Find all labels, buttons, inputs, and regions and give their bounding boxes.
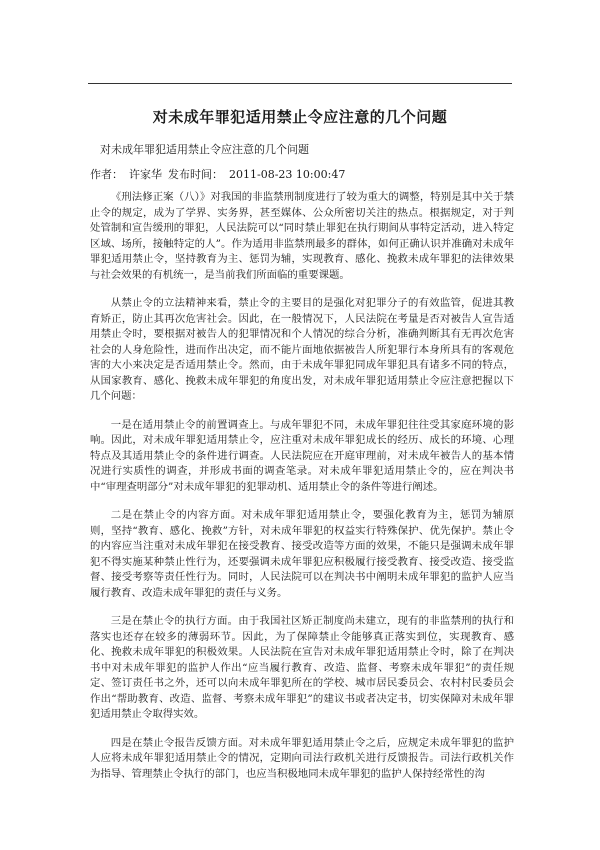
article-subtitle: 对未成年罪犯适用禁止令应注意的几个问题 xyxy=(100,143,309,156)
author-label: 作者： xyxy=(90,168,123,181)
published-label: 发布时间： xyxy=(168,168,223,181)
page-title: 对未成年罪犯适用禁止令应注意的几个问题 xyxy=(152,108,448,126)
paragraph-point-1: 一是在适用禁止令的前置调查上。与成年罪犯不同，未成年罪犯往往受其家庭环境的影响。因此，对未成年罪犯适用禁止令，应注重对未成年罪犯成长的经历、成长的环境、心理特点及其适用禁止令的条件进行调查。人民法院应在开庭审理前，对未成年被告人的基本情况进行实质性的调查，并形成书面的调查笔录。对未成年罪犯适用禁止令的，应在判决书中“审理查明部分”对未成年罪犯的犯罪动机、适用禁止令的条件等进行阐述。 xyxy=(90,418,514,493)
paragraph-point-3: 三是在禁止令的执行方面。由于我国社区矫正制度尚未建立，现有的非监禁刑的执行和落实也还存在较多的薄弱环节。因此，为了保障禁止令能够真正落实到位，实现教育、感化、挽救未成年罪犯的积极效果。人民法院在宣告对未成年罪犯适用禁止令时，除了在判决书中对未成年罪犯的监护人作出“应当履行教育、改造、监督、考察未成年罪犯”的责任规定、签订责任书之外，还可以向未成年罪犯所在的学校、城市居民委员会、农村村民委员会作出“帮助教育、改造、监督、考察未成年罪犯”的建议书或者决定书，切实保障对未成年罪犯适用禁止令取得实效。 xyxy=(90,615,514,720)
published-time: 2011-08-23 10:00:47 xyxy=(229,168,346,181)
paragraph-point-4: 四是在禁止令报告反馈方面。对未成年罪犯适用禁止令之后，应规定未成年罪犯的监护人应将未成年罪犯适用禁止令的情况，定期向司法行政机关进行反馈报告。司法行政机关作为指导、管理禁止令执行的部门，也应当积极地同未成年罪犯的监护人保持经常性的沟 xyxy=(90,736,514,780)
author-name: 许家华 xyxy=(129,168,162,181)
article-meta xyxy=(90,166,351,182)
article-body xyxy=(90,190,514,795)
paragraph-point-2: 二是在禁止令的内容方面。对未成年罪犯适用禁止令，要强化教育为主，惩罚为辅原则，坚持“教育、感化、挽救”方针，对未成年罪犯的权益实行特殊保护、优先保护。禁止令的内容应当注重对未成年罪犯在接受教育、接受改造等方面的效果，不能只是强调未成年罪犯不得实施某种禁止性行为，还要强调未成年罪犯应积极履行接受教育、接受改造、接受监督、接受考察等责任性行为。同时，人民法院可以在判决书中阐明未成年罪犯的监护人应当履行教育、改造未成年罪犯的责任与义务。 xyxy=(90,509,514,599)
paragraph-legislative-spirit: 从禁止令的立法精神来看，禁止令的主要目的是强化对犯罪分子的有效监管，促进其教育矫正，防止其再次危害社会。因此，在一般情况下，人民法院在考量是否对被告人宣告适用禁止令时，要根据对被告人的犯罪情况和个人情况的综合分析，准确判断其有无再次危害社会的人身危险性，进而作出决定，而不能片面地依据被告人所犯罪行本身所具有的客观危害的大小来决定是否适用禁止令。然而，由于未成年罪犯同成年罪犯具有诸多不同的特点，从国家教育、感化、挽救未成年罪犯的角度出发，对未成年罪犯适用禁止令应注意把握以下几个问题： xyxy=(90,297,514,402)
header-rule xyxy=(88,83,512,84)
paragraph-intro: 《刑法修正案（八）》对我国的非监禁刑制度进行了较为重大的调整，特别是其中关于禁止令的规定，成为了学界、实务界，甚至媒体、公众所密切关注的热点。根据规定，对于判处管制和宣告缓刑的罪犯，人民法院可以“同时禁止罪犯在执行期间从事特定活动，进入特定区域、场所，接触特定的人”。作为适用非监禁刑最多的群体，如何正确认识并准确对未成年罪犯适用禁止令，坚持教育为主、惩罚为辅，实现教育、感化、挽救未成年罪犯的法律效果与社会效果的有机统一，是当前我们所面临的重要课题。 xyxy=(90,191,514,281)
